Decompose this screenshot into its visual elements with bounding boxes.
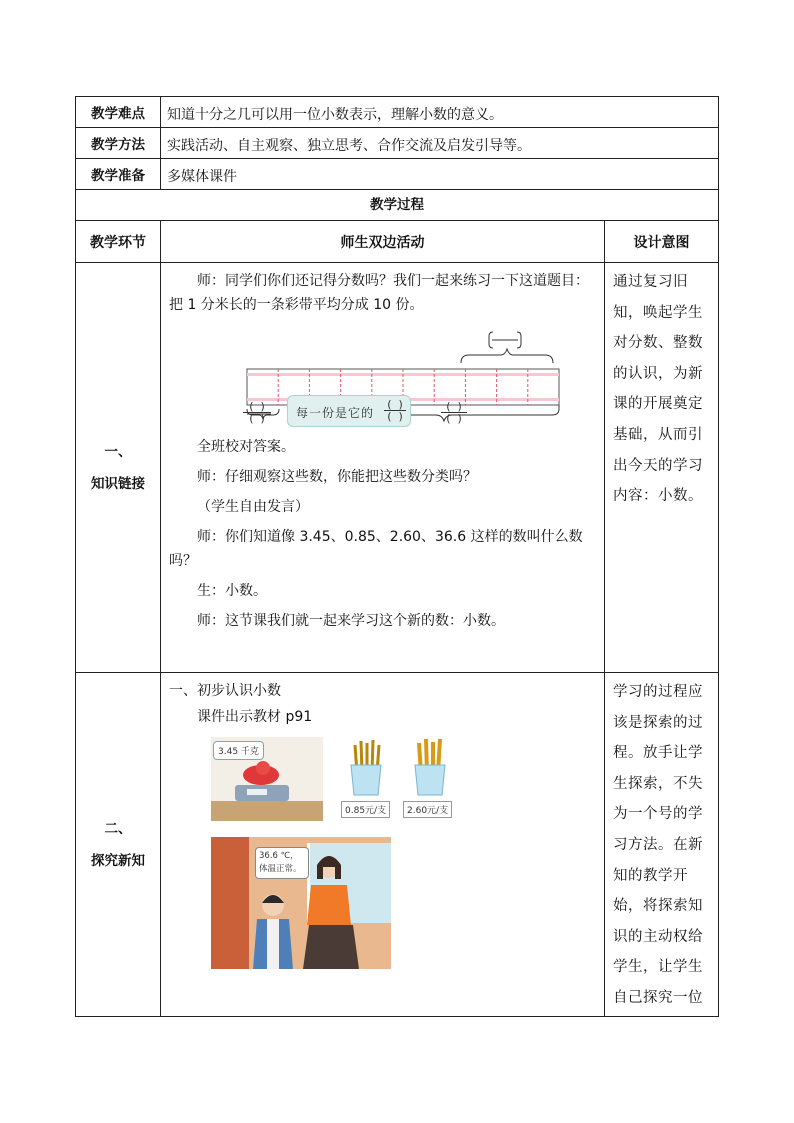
scale-display: [247, 789, 267, 795]
s1-para2: 全班校对答案。: [197, 439, 295, 455]
price-tag-1: 0.85元/支: [341, 801, 390, 818]
s1-para5: 师：你们知道像 3.45、0.85、2.60、36.6 这样的数叫什么数吗？: [169, 529, 583, 569]
tomato-top: [256, 761, 270, 775]
bubble-text: 每一份是它的: [296, 406, 375, 420]
pen-cup-1-svg: [343, 737, 389, 797]
ribbon-figure: [241, 323, 571, 427]
classroom-scene: [211, 837, 391, 969]
s1-para3: 师：仔细观察这些数，你能把这些数分类吗？: [197, 469, 477, 485]
label-method: 教学方法: [76, 128, 161, 159]
row-headers: [76, 221, 719, 263]
s1-para7: 师：这节课我们就一起来学习这个新的数：小数。: [197, 613, 505, 629]
label-prep: 教学准备: [76, 159, 161, 190]
pen-cup-2-svg: [407, 737, 453, 797]
s2-line1: 一、初步认识小数: [169, 683, 281, 699]
row-section1: [76, 263, 719, 673]
scale-svg: [211, 737, 323, 821]
top-fraction-blank: [489, 332, 521, 348]
stage2-title: 探究新知: [91, 852, 145, 869]
left-fraction: ( ) ( ): [243, 401, 271, 424]
header-intent: 设计意图: [605, 221, 719, 263]
people-svg: [211, 837, 391, 969]
activity-section2: [161, 673, 605, 1017]
pen-cup-1: [343, 737, 389, 821]
row-method: [76, 128, 719, 159]
counter: [211, 801, 323, 821]
teacher-body: [307, 885, 351, 925]
row-difficulty: [76, 97, 719, 128]
lesson-plan-table: [75, 96, 718, 1017]
bubble-fraction: ( ) ( ): [384, 399, 406, 422]
value-difficulty: 知道十分之几可以用一位小数表示，理解小数的意义。: [161, 97, 719, 128]
scale-scene: [211, 737, 323, 821]
top-brace: [461, 349, 553, 363]
price-tag-2: 2.60元/支: [403, 801, 452, 818]
header-stage: 教学环节: [76, 221, 161, 263]
label-difficulty: 教学难点: [76, 97, 161, 128]
activity-section1: [161, 263, 605, 673]
teacher-skirt: [303, 925, 359, 969]
boy-shirt: [267, 919, 279, 969]
right-fraction: ( ) ( ): [441, 401, 467, 424]
process-title: 教学过程: [76, 190, 719, 221]
pen-cup-2: [407, 737, 453, 821]
speech-bubble: [287, 395, 411, 427]
stage1-number: 一、: [104, 443, 132, 460]
row-section2: [76, 673, 719, 1017]
intent-section1: 通过复习旧知，唤起学生对分数、整数的认识，为新课的开展奠定基础，从而引出今天的学习内容：小数。: [605, 263, 719, 673]
row-process-title: [76, 190, 719, 221]
stage2-number: 二、: [104, 820, 132, 837]
textbook-figure: [211, 737, 471, 977]
header-activity: 师生双边活动: [161, 221, 605, 263]
s1-para1: 师：同学们你们还记得分数吗？我们一起来练习一下这道题目：把 1 分米长的一条彩带平均分成 10 份。: [169, 273, 589, 313]
speech-line2: 体温正常。: [259, 864, 302, 874]
speech-line1: 36.6 ℃，: [259, 851, 299, 861]
s1-para6: 生：小数。: [197, 583, 267, 599]
stage1-title: 知识链接: [91, 475, 145, 492]
value-method: 实践活动、自主观察、独立思考、合作交流及启发引导等。: [161, 128, 719, 159]
row-prep: [76, 159, 719, 190]
intent-section2: 学习的过程应该是探索的过程。放手让学生探索，不失为一个号的学习方法。在新知的教学开始，将探索知识的主动权给学生，让学生自己探究一位: [605, 673, 719, 1017]
value-prep: 多媒体课件: [161, 159, 719, 190]
s2-line2: 课件出示教材 p91: [197, 709, 313, 725]
stage-section2: [76, 673, 161, 1017]
boy-hair: [262, 895, 284, 903]
s1-para4: （学生自由发言）: [197, 499, 309, 515]
stage-section1: [76, 263, 161, 673]
scale-label: 3.45 千克: [213, 741, 264, 760]
